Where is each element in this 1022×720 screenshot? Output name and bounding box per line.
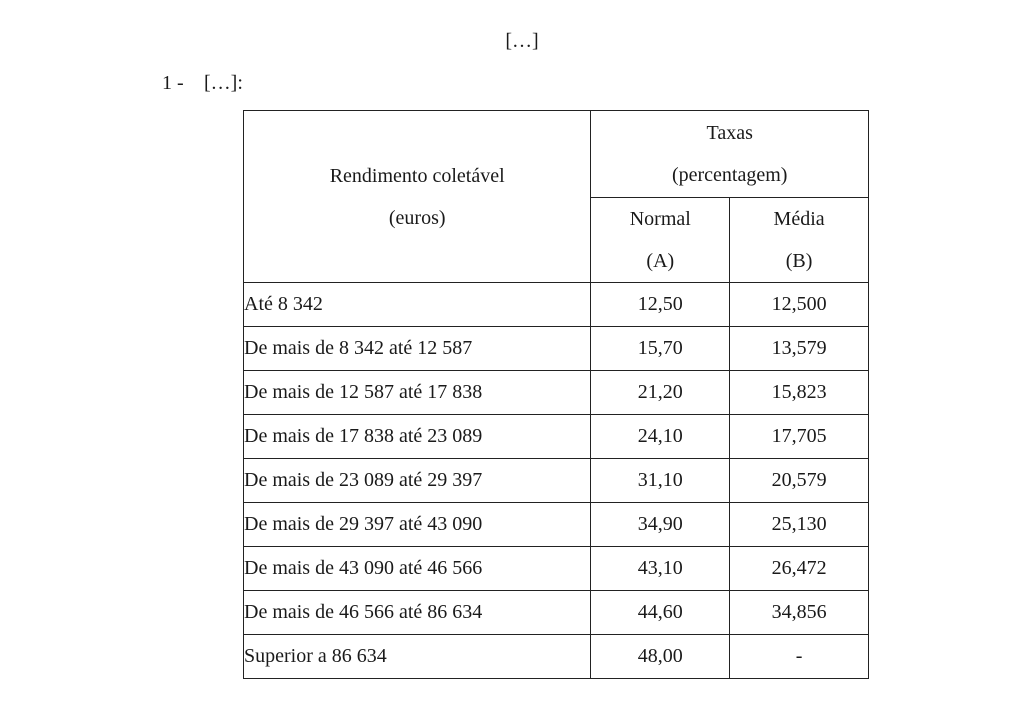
bracket-cell: De mais de 46 566 até 86 634	[244, 591, 591, 635]
numbered-item	[162, 72, 243, 95]
table-row	[244, 415, 869, 459]
header-average-label: Média	[773, 208, 825, 230]
header-rates	[591, 111, 869, 198]
header-average	[730, 198, 869, 283]
bracket-cell: De mais de 43 090 até 46 566	[244, 547, 591, 591]
header-normal-code: (A)	[646, 250, 675, 272]
table-row	[244, 459, 869, 503]
normal-rate-cell: 44,60	[591, 591, 730, 635]
normal-rate-cell: 21,20	[591, 371, 730, 415]
bracket-cell: Superior a 86 634	[244, 635, 591, 679]
average-rate-cell: 26,472	[730, 547, 869, 591]
table-row	[244, 547, 869, 591]
header-income	[244, 111, 591, 283]
heading-ellipsis: […]	[505, 30, 539, 52]
header-rates-unit: (percentagem)	[671, 164, 788, 186]
header-rates-label: Taxas	[706, 122, 753, 144]
header-normal-label: Normal	[629, 208, 691, 230]
normal-rate-cell: 15,70	[591, 327, 730, 371]
bracket-cell: De mais de 29 397 até 43 090	[244, 503, 591, 547]
normal-rate-cell: 31,10	[591, 459, 730, 503]
header-income-label: Rendimento coletável	[329, 164, 505, 187]
bracket-cell: De mais de 12 587 até 17 838	[244, 371, 591, 415]
average-rate-cell: 34,856	[730, 591, 869, 635]
item-number: 1 -	[162, 72, 184, 94]
header-income-unit: (euros)	[388, 206, 446, 229]
average-rate-cell: 25,130	[730, 503, 869, 547]
average-rate-cell: 17,705	[730, 415, 869, 459]
bracket-cell: De mais de 17 838 até 23 089	[244, 415, 591, 459]
table-row	[244, 283, 869, 327]
normal-rate-cell: 24,10	[591, 415, 730, 459]
bracket-cell: De mais de 8 342 até 12 587	[244, 327, 591, 371]
normal-rate-cell: 48,00	[591, 635, 730, 679]
table-row	[244, 591, 869, 635]
tax-rates-table	[243, 110, 869, 679]
bracket-cell: Até 8 342	[244, 283, 591, 327]
average-rate-cell: 20,579	[730, 459, 869, 503]
header-average-code: (B)	[785, 250, 813, 272]
average-rate-cell: 13,579	[730, 327, 869, 371]
header-normal	[591, 198, 730, 283]
table-row	[244, 371, 869, 415]
table-row	[244, 503, 869, 547]
average-rate-cell: -	[730, 635, 869, 679]
table-row	[244, 635, 869, 679]
normal-rate-cell: 34,90	[591, 503, 730, 547]
average-rate-cell: 15,823	[730, 371, 869, 415]
normal-rate-cell: 12,50	[591, 283, 730, 327]
normal-rate-cell: 43,10	[591, 547, 730, 591]
bracket-cell: De mais de 23 089 até 29 397	[244, 459, 591, 503]
average-rate-cell: 12,500	[730, 283, 869, 327]
item-text: […]:	[204, 72, 243, 94]
table-row	[244, 327, 869, 371]
